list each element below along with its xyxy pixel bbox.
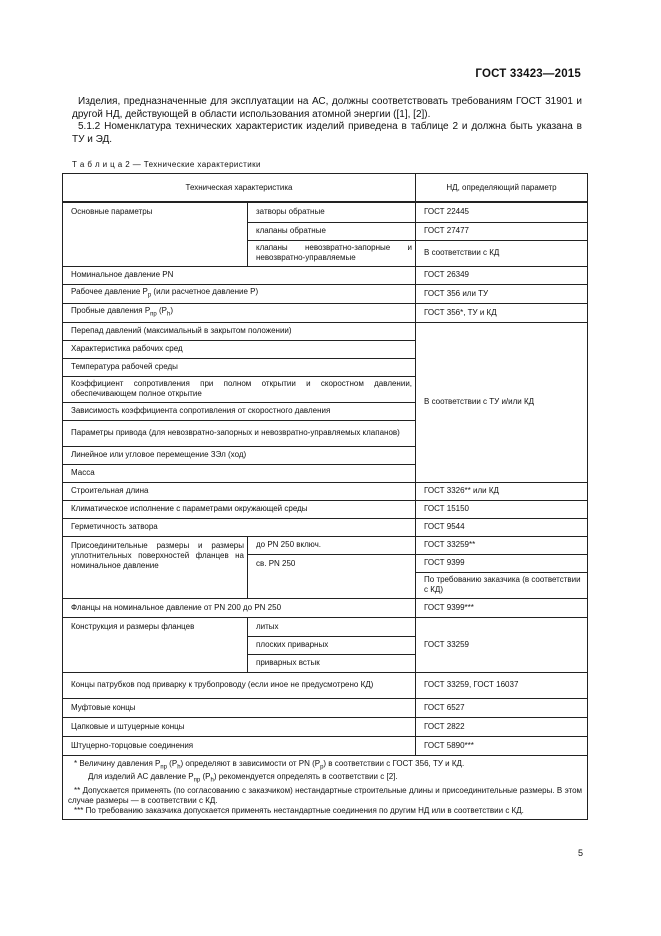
footnote-3: *** По требованию заказчика допускается применять нестандартные соединения по другим НД или в соответствии с КД. — [74, 805, 524, 815]
table-caption: Т а б л и ц а 2 — Технические характеристики — [72, 160, 261, 169]
row-label: Фланцы на номинальное давление от PN 200 до PN 250 — [63, 598, 416, 617]
table-row — [63, 482, 588, 500]
table-row — [63, 698, 588, 717]
text-part: * Величину давления P — [74, 758, 161, 768]
table-row — [63, 672, 588, 698]
row-label: Концы патрубков под приварку к трубопроводу (если иное не предусмотрено КД) — [63, 672, 416, 698]
table-row — [63, 717, 588, 736]
flange-dims-label: Присоединительные размеры и размеры уплотнительных поверхностей фланцев на номинальное давление — [63, 536, 248, 598]
nd-cell: ГОСТ 33259 — [416, 617, 588, 672]
footnotes — [63, 755, 588, 819]
table-row — [63, 202, 588, 222]
footnote-1-cont — [68, 772, 582, 786]
subscript: пр — [160, 764, 167, 771]
row-label: Характеристика рабочих сред — [63, 340, 416, 358]
row-label — [63, 284, 416, 303]
document-header: ГОСТ 33423—2015 — [475, 68, 581, 80]
nd-cell: ГОСТ 15150 — [416, 500, 588, 518]
subscript: h — [177, 764, 181, 771]
table-row — [63, 500, 588, 518]
table-row — [63, 536, 588, 554]
text-part: Пробные давления P — [71, 305, 151, 315]
main-params-sub: клапаны обратные — [248, 222, 416, 240]
row-label: Параметры привода (для невозвратно-запорных и невозвратно-управляемых клапанов) — [63, 420, 416, 446]
table-row — [63, 518, 588, 536]
text-part: Рабочее давление P — [71, 286, 148, 296]
nd-cell: ГОСТ 5890*** — [416, 736, 588, 755]
row-label: Масса — [63, 464, 416, 482]
text-part: Для изделий АС давление P — [88, 772, 194, 782]
row-label: Цапковые и штуцерные концы — [63, 717, 416, 736]
flange-type: литых — [248, 617, 416, 636]
nd-cell: ГОСТ 6527 — [416, 698, 588, 717]
row-label: Температура рабочей среды — [63, 358, 416, 376]
main-params-sub: клапаны невозвратно-запорные и невозвратно-управляемые — [248, 240, 416, 266]
flange-type: приварных встык — [248, 654, 416, 672]
table-row — [63, 284, 588, 303]
flange-type: плоских приварных — [248, 636, 416, 654]
row-label: Зависимость коэффициента сопротивления от скоростного давления — [63, 402, 416, 420]
table-row — [63, 598, 588, 617]
text-part: ) рекомендуется определять в соответствии с [2]. — [213, 772, 398, 782]
row-label: Климатическое исполнение с параметрами окружающей среды — [63, 500, 416, 518]
nd-cell: ГОСТ 9544 — [416, 518, 588, 536]
row-label: Коэффициент сопротивления при полном открытии и скоростном давлении, обеспечивающем полное открытие — [63, 376, 416, 402]
table-header-row — [63, 174, 588, 203]
footnote-2: ** Допускается применять (по согласованию с заказчиком) нестандартные строительные длины и присоединительные размеры. В этом случае размеры — в соответствии с КД. — [68, 785, 583, 805]
row-label: Герметичность затвора — [63, 518, 416, 536]
main-params-label: Основные параметры — [63, 202, 248, 266]
subscript: пр — [150, 311, 157, 318]
pressure-range: до PN 250 включ. — [248, 536, 416, 554]
footnote-1 — [68, 759, 582, 773]
nd-cell: ГОСТ 33259** — [416, 536, 588, 554]
row-label: Перепад давлений (максимальный в закрытом положении) — [63, 322, 416, 340]
text-part: ) в соответствии с ГОСТ 356, ТУ и КД. — [323, 758, 465, 768]
text-part: (P — [200, 772, 211, 782]
header-nd: НД, определяющий параметр — [416, 174, 588, 203]
page-number: 5 — [578, 848, 584, 858]
pressure-range: св. PN 250 — [248, 554, 416, 598]
footnotes-row — [63, 755, 588, 819]
nd-cell: ГОСТ 27477 — [416, 222, 588, 240]
nd-cell: ГОСТ 3326** или КД — [416, 482, 588, 500]
text-part: ) — [170, 305, 173, 315]
subscript: р — [320, 764, 324, 771]
nd-cell: ГОСТ 356*, ТУ и КД — [416, 303, 588, 322]
row-label: Линейное или угловое перемещение ЗЭл (ход) — [63, 446, 416, 464]
row-label: Муфтовые концы — [63, 698, 416, 717]
table-row — [63, 736, 588, 755]
row-label: Штуцерно-торцовые соединения — [63, 736, 416, 755]
table-row — [63, 303, 588, 322]
nd-cell: По требованию заказчика (в соответствии с КД) — [416, 572, 588, 598]
nd-cell: ГОСТ 2822 — [416, 717, 588, 736]
header-characteristic: Техническая характеристика — [63, 174, 416, 203]
subscript: h — [210, 777, 214, 784]
text-part: (P — [166, 758, 178, 768]
row-label — [63, 303, 416, 322]
table-row — [63, 266, 588, 284]
row-label: Строительная длина — [63, 482, 416, 500]
paragraph-2: 5.1.2 Номенклатура технических характеристик изделий приведена в таблице 2 и должна быть указана в ТУ и ЭД. — [72, 121, 582, 145]
nd-cell: ГОСТ 33259, ГОСТ 16037 — [416, 672, 588, 698]
nd-cell: ГОСТ 356 или ТУ — [416, 284, 588, 303]
text-part: ) определяют в зависимости от PN (P — [180, 758, 321, 768]
text-part: (P — [156, 305, 167, 315]
nd-cell: ГОСТ 22445 — [416, 202, 588, 222]
subscript: р — [147, 292, 152, 299]
main-params-sub: затворы обратные — [248, 202, 416, 222]
flange-construction-label: Конструкция и размеры фланцев — [63, 617, 248, 672]
text-part: (или расчетное давление P) — [151, 286, 259, 296]
nd-cell: ГОСТ 9399 — [416, 554, 588, 572]
paragraph-1: Изделия, предназначенные для эксплуатации на АС, должны соответствовать требованиям ГОСТ 31901 и другой НД, действующей в области использования атомной энергии ([1], [2]). — [72, 96, 582, 120]
table-row — [63, 322, 588, 340]
row-label: Номинальное давление PN — [63, 266, 416, 284]
nd-cell: В соответствии с КД — [416, 240, 588, 266]
subscript: h — [166, 311, 171, 318]
characteristics-table — [62, 173, 588, 820]
nd-cell: ГОСТ 9399*** — [416, 598, 588, 617]
nd-cell-group: В соответствии с ТУ и/или КД — [416, 322, 588, 482]
nd-cell: ГОСТ 26349 — [416, 266, 588, 284]
subscript: пр — [193, 777, 201, 784]
table-row — [63, 617, 588, 636]
